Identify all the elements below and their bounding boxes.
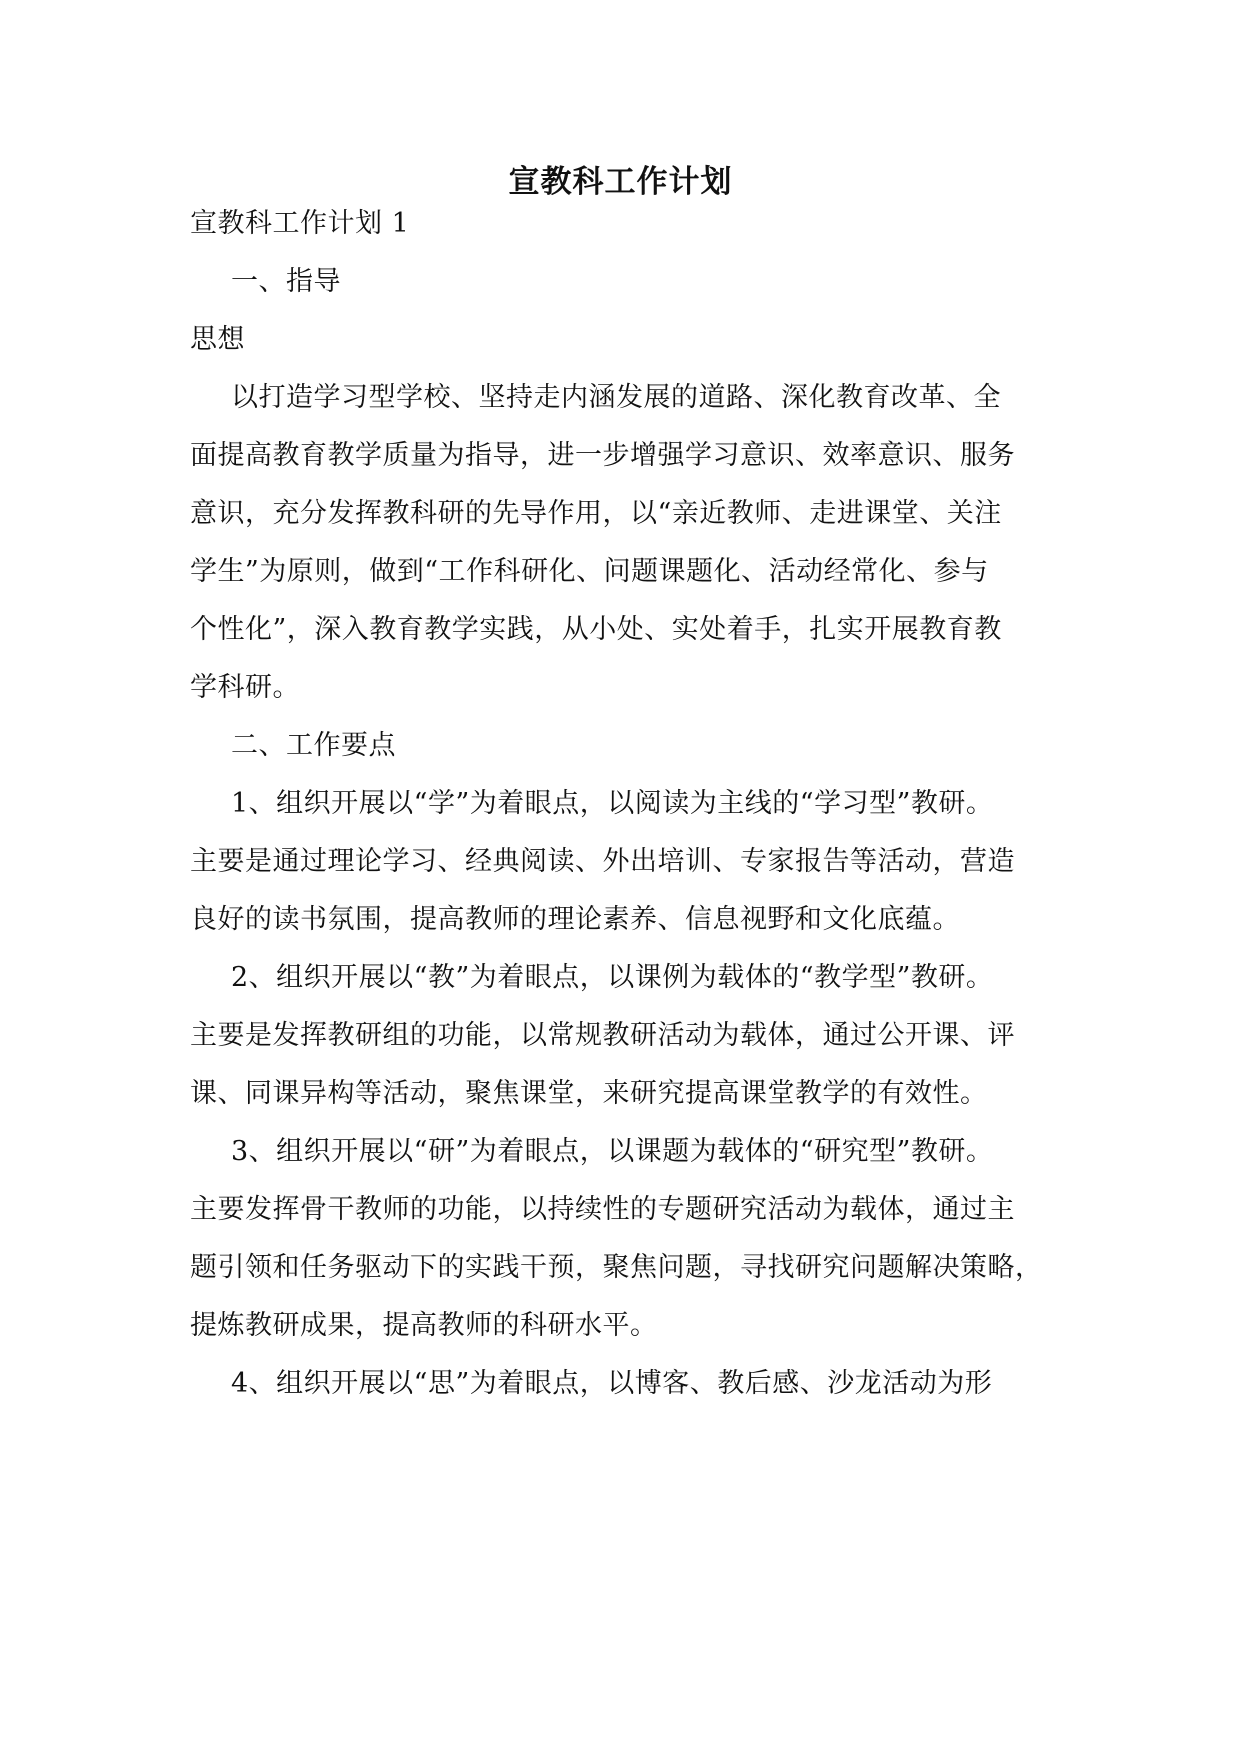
paragraph-line: 4、组织开展以“思”为着眼点，以博客、教后感、沙龙活动为形 (231, 1368, 993, 1399)
heading-guidance: 一、指导 (231, 266, 341, 297)
paragraph-line: 课、同课异构等活动，聚焦课堂，来研究提高课堂教学的有效性。 (190, 1078, 988, 1109)
paragraph-line: 主要发挥骨干教师的功能，以持续性的专题研究活动为载体，通过主 (190, 1194, 1015, 1225)
document-title: 宣教科工作计划 (508, 164, 733, 200)
paragraph-line: 以打造学习型学校、坚持走内涵发展的道路、深化教育改革、全 (231, 382, 1001, 413)
heading-work-points: 二、工作要点 (231, 730, 396, 761)
paragraph-line: 个性化”，深入教育教学实践，从小处、实处着手，扎实开展教育教 (190, 614, 1002, 645)
paragraph-line: 2、组织开展以“教”为着眼点，以课例为载体的“教学型”教研。 (231, 962, 994, 993)
text-line: 思想 (190, 324, 245, 355)
paragraph-line: 1、组织开展以“学”为着眼点，以阅读为主线的“学习型”教研。 (231, 788, 994, 819)
paragraph-line: 提炼教研成果，提高教师的科研水平。 (190, 1310, 658, 1341)
paragraph-line: 面提高教育教学质量为指导，进一步增强学习意识、效率意识、服务 (190, 440, 1015, 471)
paragraph-line: 学科研。 (190, 672, 300, 703)
paragraph-line: 题引领和任务驱动下的实践干预，聚焦问题，寻找研究问题解决策略， (190, 1252, 1043, 1283)
paragraph-line: 良好的读书氛围，提高教师的理论素养、信息视野和文化底蕴。 (190, 904, 960, 935)
paragraph-line: 主要是通过理论学习、经典阅读、外出培训、专家报告等活动，营造 (190, 846, 1015, 877)
paragraph-line: 3、组织开展以“研”为着眼点，以课题为载体的“研究型”教研。 (231, 1136, 994, 1167)
paragraph-line: 意识，充分发挥教科研的先导作用，以“亲近教师、走进课堂、关注 (190, 498, 1002, 529)
paragraph-line: 主要是发挥教研组的功能，以常规教研活动为载体，通过公开课、评 (190, 1020, 1015, 1051)
section-subtitle: 宣教科工作计划 1 (190, 208, 410, 239)
paragraph-line: 学生”为原则，做到“工作科研化、问题课题化、活动经常化、参与 (190, 556, 989, 587)
